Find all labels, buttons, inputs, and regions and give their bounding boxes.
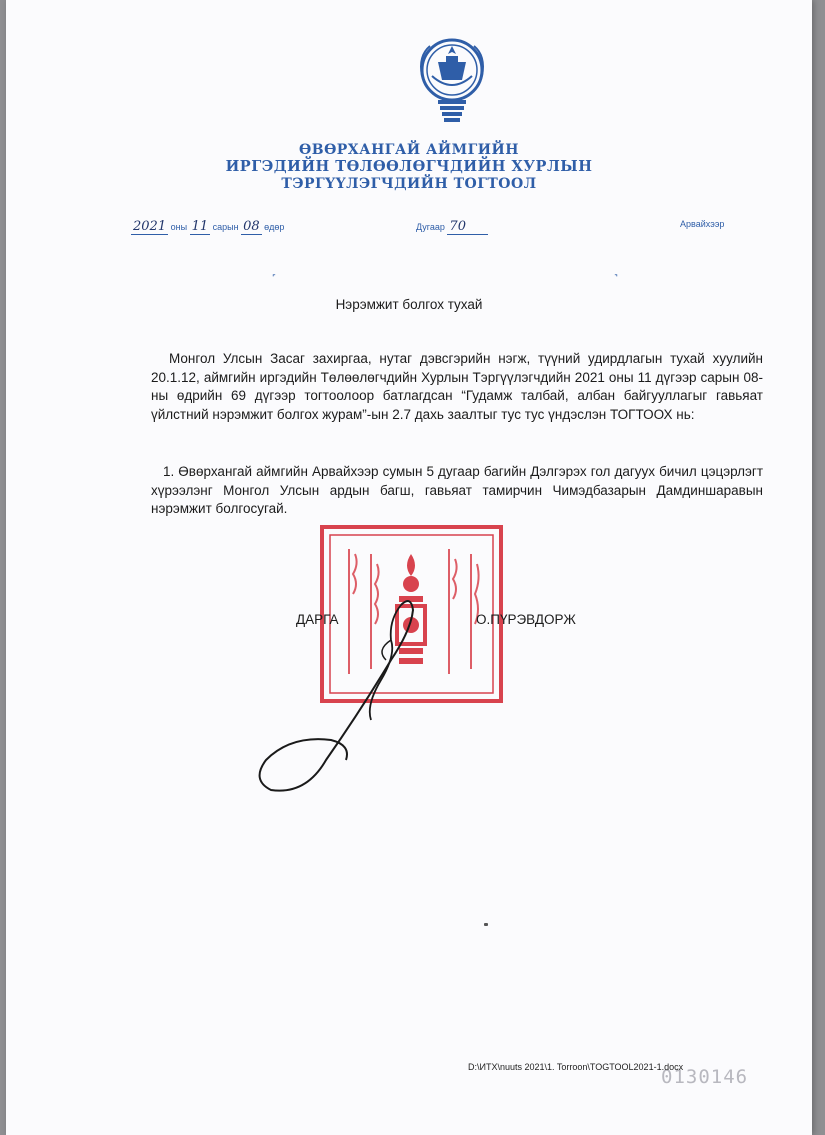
document-number	[416, 219, 488, 234]
date-day: 08	[243, 219, 260, 234]
handwritten-signature-icon	[251, 590, 451, 800]
signatory-name: О.ПҮРЭВДОРЖ	[476, 612, 576, 627]
date-day-suffix: өдөр	[264, 222, 285, 232]
document-page	[6, 0, 812, 1135]
file-path-footer: D:\ИТХ\nuuts 2021\1. Torroon\TOGTOOL2021-1.docx	[468, 1062, 684, 1072]
org-name-line3: ТЭРГҮҮЛЭГЧДИЙН ТОГТООЛ	[281, 176, 537, 192]
document-title: Нэрэмжит болгох тухай	[335, 297, 483, 312]
date-year-suffix: оны	[170, 222, 188, 232]
date-month-suffix: сарын	[212, 222, 239, 232]
date-month: 11	[191, 219, 209, 234]
number-label: Дугаар	[416, 222, 445, 232]
document-place: Арвайхээр	[680, 219, 725, 229]
corner-mark-right: ˺	[614, 272, 618, 286]
date-year: 2021	[133, 219, 167, 234]
signatory-title: ДАРГА	[296, 612, 339, 627]
org-name-line1: ӨВӨРХАНГАЙ АЙМГИЙН	[299, 142, 519, 158]
state-emblem-icon	[408, 36, 496, 131]
number-value: 70	[447, 219, 488, 235]
body-paragraph-1: Монгол Улсын Засаг захиргаа, нутаг дэвсгэрийн нэгж, түүний удирдлагын тухай хуулийн 20.1.12, аймгийн иргэдийн Төлөөлөгчдийн Хурлын Тэргүүлэгчдийн 2021 оны 11 дүгээр сарын 08-ны өдрийн 69 дүгээр тогтоолоор батлагдсан “Гудамж талбай, албан байгууллагыг гавьяат үйлстний нэрэмжит болгох журам”-ын 2.7 дахь заалтыг тус тус үндэслэн ТОГТООХ нь:	[151, 351, 763, 422]
body-paragraph-2: 1. Өвөрхангай аймгийн Арвайхээр сумын 5 дугаар багийн Дэлгэрэх гол дагуух бичил цэцэрлэгт хүрээлэнг Монгол Улсын ардын багш, гавьяат тамирчин Чимэдбазарын Дамдиншаравын нэрэмжит болгосугай.	[151, 464, 763, 516]
corner-mark-left: ˹	[272, 272, 276, 286]
registration-stamp-number: 0130146	[661, 1066, 749, 1088]
document-date	[131, 219, 284, 234]
org-name-line2: ИРГЭДИЙН ТӨЛӨӨЛӨГЧДИЙН ХУРЛЫН	[225, 158, 593, 175]
speck	[484, 923, 488, 926]
